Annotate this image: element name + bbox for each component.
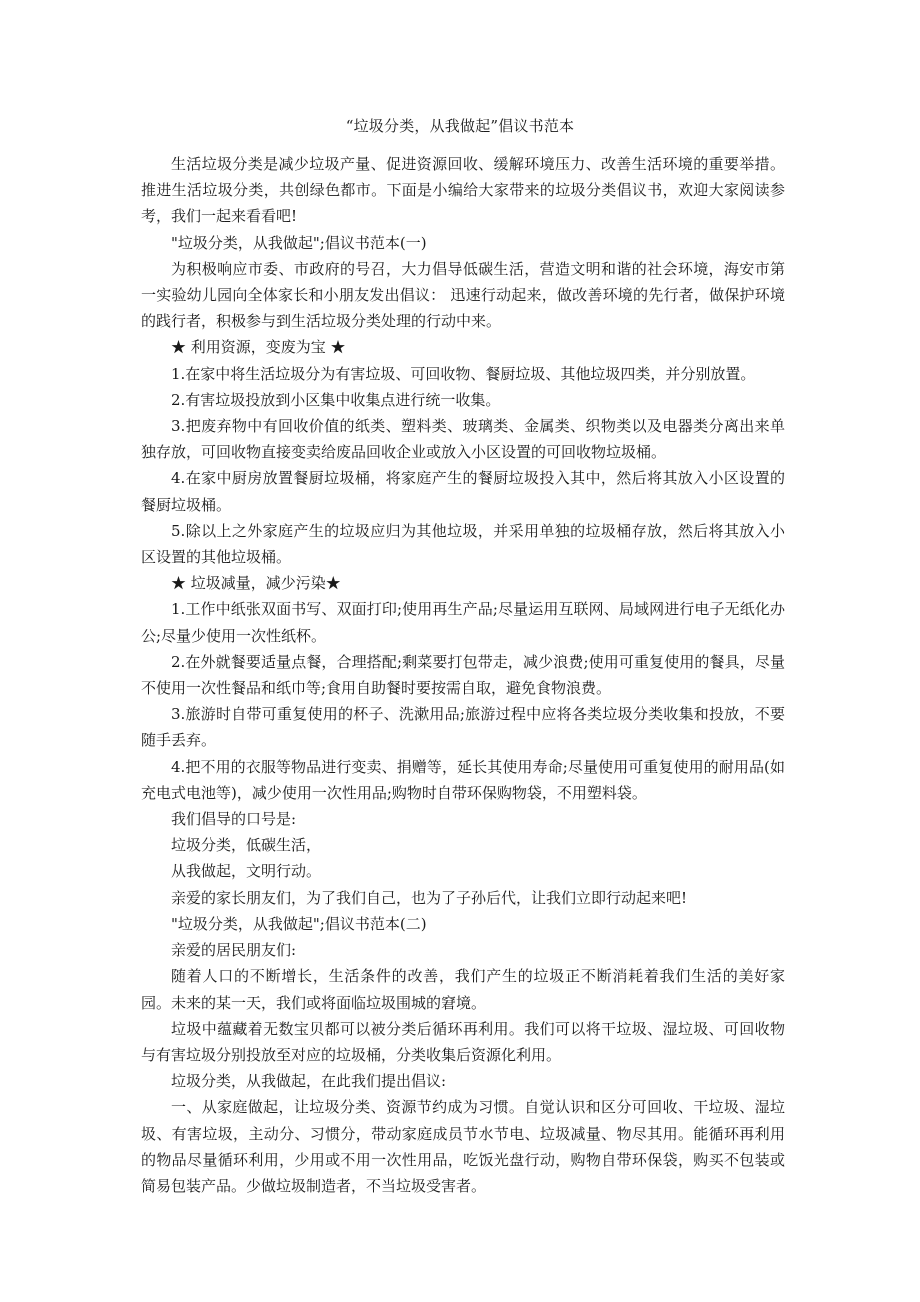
slogan-line: 从我做起，文明行动。 — [171, 862, 322, 881]
section-heading-1: "垃圾分类，从我做起";倡议书范本(一) — [171, 233, 427, 252]
list-item: 3.旅游时自带可重复使用的杯子、洗漱用品;旅游过程中应将各类垃圾分类收集和投放，不要随手丢弃。 — [141, 705, 785, 750]
list-item: 3.把废弃物中有回收价值的纸类、塑料类、玻璃类、金属类、织物类以及电器类分离出来单独存放，可回收物直接变卖给废品回收企业或放入小区设置的可回收物垃圾桶。 — [141, 417, 785, 462]
list-item: 2.在外就餐要适量点餐，合理搭配;剩菜要打包带走，减少浪费;使用可重复使用的餐具，尽量不使用一次性餐品和纸巾等;食用自助餐时要按需自取，避免食物浪费。 — [141, 652, 785, 698]
list-item: 2.有害垃圾投放到小区集中收集点进行统一收集。 — [171, 390, 501, 409]
list-item: 5.除以上之外家庭产生的垃圾应归为其他垃圾，并采用单独的垃圾桶存放，然后将其放入小区设置的其他垃圾桶。 — [141, 521, 785, 567]
list-item: 1.工作中纸张双面书写、双面打印;使用再生产品;尽量运用互联网、局域网进行电子无纸化办公;尽量少使用一次性纸杯。 — [141, 600, 785, 645]
subheading-reduce: ★ 垃圾减量，减少污染★ — [171, 574, 341, 593]
section-heading-2: "垃圾分类，从我做起";倡议书范本(二) — [171, 914, 427, 933]
document-title: “垃圾分类，从我做起”倡议书范本 — [345, 117, 575, 135]
list-item: 4.在家中厨房放置餐厨垃圾桶，将家庭产生的餐厨垃圾投入其中，然后将其放入小区设置的餐厨垃圾桶。 — [141, 469, 785, 514]
intro-paragraph: 生活垃圾分类是减少垃圾产量、促进资源回收、缓解环境压力、改善生活环境的重要举措。推进生活垃圾分类，共创绿色都市。下面是小编给大家带来的垃圾分类倡议书，欢迎大家阅读参考，我们一起来看看吧! — [141, 155, 785, 226]
paragraph: 我们倡导的口号是: — [171, 810, 297, 829]
list-item: 4.把不用的衣服等物品进行变卖、捐赠等，延长其使用寿命;尽量使用可重复使用的耐用品(如充电式电池等)，减少使用一次性用品;购物时自带环保购物袋，不用塑料袋。 — [141, 757, 785, 802]
paragraph: 垃圾分类，从我做起，在此我们提出倡议: — [171, 1072, 447, 1091]
paragraph: 一、从家庭做起，让垃圾分类、资源节约成为习惯。自觉认识和区分可回收、干垃圾、湿垃圾、有害垃圾，主动分、习惯分，带动家庭成员节水节电、垃圾减量、物尽其用。能循环再利用的物品尽量循环利用，少用或不用一次性用品，吃饭光盘行动，购物自带环保袋，购买不包装或简易包装产品。少做垃圾制造者，不当垃圾受害者。 — [141, 1098, 785, 1195]
paragraph: 为积极响应市委、市政府的号召，大力倡导低碳生活，营造文明和谐的社会环境，海安市第一实验幼儿园向全体家长和小朋友发出倡议： 迅速行动起来，做改善环境的先行者，做保护环境的践行者，积极参与到生活垃圾分类处理的行动中来。 — [141, 259, 785, 331]
subheading-reuse: ★ 利用资源，变废为宝 ★ — [171, 338, 346, 357]
list-item: 1.在家中将生活垃圾分为有害垃圾、可回收物、餐厨垃圾、其他垃圾四类，并分别放置。 — [171, 364, 756, 383]
document-body — [141, 151, 785, 1199]
paragraph: 随着人口的不断增长，生活条件的改善，我们产生的垃圾正不断消耗着我们生活的美好家园。未来的某一天，我们或将面临垃圾围城的窘境。 — [141, 967, 785, 1012]
slogan-line: 垃圾分类，低碳生活， — [171, 836, 322, 855]
paragraph: 亲爱的家长朋友们，为了我们自己，也为了子孙后代，让我们立即行动起来吧! — [171, 888, 688, 907]
salutation: 亲爱的居民朋友们: — [171, 941, 297, 960]
paragraph: 垃圾中蕴藏着无数宝贝都可以被分类后循环再利用。我们可以将干垃圾、湿垃圾、可回收物与有害垃圾分别投放至对应的垃圾桶，分类收集后资源化利用。 — [141, 1019, 785, 1064]
